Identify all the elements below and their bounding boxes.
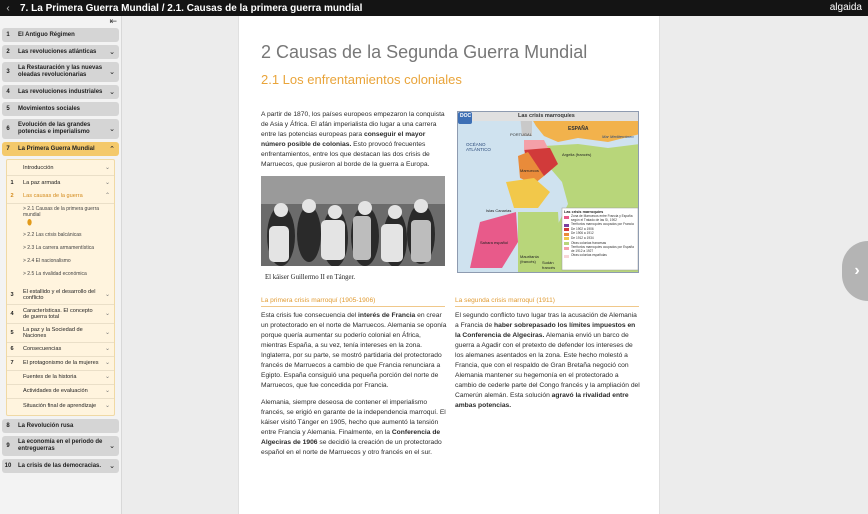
submenu-item[interactable] [7,385,114,399]
section-link[interactable]: > 2.3 La carrera armamentística [23,245,95,251]
section-list [7,204,114,286]
sidebar-item[interactable] [2,459,119,473]
submenu-item[interactable] [7,162,114,176]
section-link-current[interactable]: > 2.1 Causas de la primera guerra mundial [23,206,100,218]
submenu-item[interactable] [7,371,114,385]
map-label: Argelia (francés) [562,152,592,157]
second-crisis-title: La segunda crisis marroquí (1911) [455,297,639,307]
legend-swatch [564,228,569,231]
legend-label: Zona de Marruecos entre Francia y España según el Tratado de las Sí, 1902 [571,214,633,222]
map-title: Las crisis marroquíes [518,113,575,119]
submenu-item-label: Fuentes de la historia [23,374,77,381]
sidebar-item-number: 2 [6,48,10,55]
sidebar-item[interactable] [2,102,119,116]
chevron-down-icon[interactable]: ⌄ [104,374,110,381]
submenu-item-label: Actividades de evaluación [23,388,88,395]
sidebar-collapse [0,16,121,28]
sidebar-item-label: La crisis de las democracias. [18,462,102,469]
submenu-item-number: 1 [10,179,14,186]
sidebar-item-number: 1 [6,31,10,38]
submenu [6,159,115,416]
submenu-item[interactable] [7,324,114,343]
sidebar [0,16,122,514]
submenu-item-label: El estallido y el desarrollo del conflicto [23,288,96,301]
legend-label: De 1902 a 1906 [571,226,594,231]
first-crisis-paragraph-2 [261,398,447,458]
chevron-down-icon[interactable]: ⌄ [104,388,110,395]
text-run: Esta crisis fue consecuencia del [261,312,359,319]
map-legend [564,210,636,258]
second-crisis-paragraph [455,311,641,411]
map-label: Islas Canarias [486,208,512,213]
map-label: OCÉANO ATLÁNTICO [466,142,491,152]
chevron-down-icon[interactable]: ⌄ [109,48,115,56]
legend-entry [564,254,636,258]
sidebar-item-label: La Restauración y las nuevas oleadas revolucionarias [18,65,103,78]
chevron-right-icon: › [854,262,860,279]
sidebar-item-label: La Revolución rusa [18,422,74,429]
map-label: Mar Mediterráneo [602,134,634,139]
page-title: 2 Causas de la Segunda Guerra Mundial [261,42,588,62]
legend-label: Territorios marroquíes ocupados por España de 1912 a 1927 [571,245,634,253]
first-crisis-title: La primera crisis marroquí (1905-1906) [261,297,445,307]
text-run: Alemania, siempre deseosa de contener el imperialismo francés, se erigió en garante de la independencia marroquí. El káiser visitó Tánger en 1905, hecho que aumentó la tensión entre Francia y Alemania. Finalmente, en la [261,399,446,436]
section-link[interactable]: > 2.5 La rivalidad económica [23,271,87,277]
sidebar-item[interactable] [2,85,119,99]
submenu-item-number: 5 [10,329,14,336]
legend-label: De 1906 a 1912 [571,231,594,236]
legend-label: Territorios marroquíes ocupados por Francia [571,222,634,227]
submenu-item-label: Situación final de aprendizaje [23,402,97,409]
submenu-item[interactable] [7,305,114,324]
content-page [238,16,660,514]
legend-label: Otras colonias francesas [571,240,607,245]
submenu-item[interactable] [7,176,114,190]
text-run: El segundo conflicto tuvo lugar tras la acusación de Alemania a Francia de [455,312,637,329]
intro-paragraph [261,110,447,170]
submenu-item-label: Las causas de la guerra [23,193,83,200]
kaiser-photo [261,176,445,266]
chevron-down-icon[interactable]: ⌄ [109,125,115,133]
submenu-item-label: Características. El concepto de guerra total [23,307,93,320]
chevron-down-icon[interactable]: ⌄ [104,402,110,409]
sidebar-item-label: El Antiguo Régimen [18,31,75,38]
chevron-up-icon[interactable]: ⌃ [109,145,115,153]
submenu-item[interactable] [7,343,114,357]
submenu-item-number: 7 [10,360,14,367]
photo-caption: El káiser Guillermo II en Tánger. [265,274,356,281]
next-page-button[interactable] [842,241,868,301]
text-run: Alemania envió un barco de guerra a Agadir con el pretexto de defender los intereses de los alemanes asentados en la zona. Este hecho molestó a Francia, que con el respaldo de Gran Bretaña negoció con Alemania mantener su hegemonía en el protectorado a cambio de cederle parte del Congo francés y la ampliación del Camerún alemán. Esta solución [455,332,640,399]
chevron-down-icon[interactable]: ⌄ [104,291,110,298]
collapse-sidebar-icon[interactable]: ⇤ [109,16,117,26]
map-label: PORTUGAL [510,132,532,137]
sidebar-item[interactable] [2,62,119,82]
chevron-down-icon[interactable]: ⌄ [104,360,110,367]
sidebar-item[interactable] [2,28,119,42]
chevron-down-icon[interactable]: ⌄ [109,88,115,96]
map-label: Sahara español [480,240,509,245]
submenu-item-label: La paz armada [23,179,61,186]
bold-text: conseguir el mayor número posible de colonias. [261,131,426,148]
text-run: se decidió la creación de un protectorado español en el norte de Marruecos y otro francés en el sur. [261,439,442,456]
breadcrumb-title: 7. La Primera Guerra Mundial / 2.1. Causas de la primera guerra mundial [20,2,363,14]
submenu-item-current[interactable] [7,190,114,204]
sidebar-item[interactable] [2,45,119,59]
submenu-item-label: Consecuencias [23,346,62,353]
chevron-down-icon[interactable]: ⌄ [109,462,115,470]
sidebar-item-label: Evolución de las grandes potencias e imperialismo [18,122,91,135]
bold-text: Conferencia de Algeciras de 1906 [261,429,441,446]
sidebar-item-label: Movimientos sociales [18,105,81,112]
sidebar-item-active[interactable] [2,142,119,156]
section-link[interactable]: > 2.4 El nacionalismo [23,258,71,264]
legend-entry [564,246,636,253]
doc-badge: DOC [460,113,472,119]
sidebar-item[interactable] [2,119,119,139]
legend-swatch [564,224,569,227]
submenu-item-number: 3 [10,291,14,298]
chevron-down-icon[interactable]: ⌄ [104,179,110,186]
submenu-item[interactable] [7,286,114,305]
section-title: 2.1 Los enfrentamientos coloniales [261,72,462,87]
legend-label: Otras colonias españolas [571,253,607,258]
submenu-item-label: La paz y la Sociedad de Naciones [23,326,83,339]
text-run: Esto provocó frecuentes enfrentamientos, entre los que destacan las dos crisis de Marruecos, que pusieron al borde de la guerra a Europa. [261,141,430,168]
sidebar-item[interactable] [2,419,119,433]
first-crisis-paragraph-1 [261,311,447,391]
legend-swatch [564,233,569,236]
sidebar-item-number: 9 [6,442,10,449]
legend-swatch [564,216,569,219]
submenu-item[interactable] [7,399,114,413]
submenu-item-number: 4 [10,310,14,317]
chevron-up-icon[interactable]: ⌃ [104,193,110,200]
sidebar-item-number: 10 [4,462,12,469]
submenu-item-number: 2 [10,193,14,200]
morocco-crisis-map [457,111,639,273]
chevron-down-icon[interactable]: ⌄ [104,346,110,353]
text-run: A partir de 1870, los países europeos empezaron la conquista de Asia y África. El afán imperialista dio lugar a una carrera entre las potencias europeas para [261,111,445,138]
sidebar-item-number: 6 [6,125,10,132]
main-area [122,16,868,514]
bold-text: interés de Francia [358,312,416,319]
submenu-item-label: Introducción [23,165,54,172]
map-label: Marruecos [520,168,539,173]
sidebar-item-number: 5 [6,105,10,112]
sidebar-item-number: 7 [6,145,10,152]
map-label: Mauritania (francés) [520,254,539,264]
legend-entry [564,215,636,222]
legend-swatch [564,242,569,245]
legend-title: Las crisis marroquíes [564,210,604,214]
sidebar-item-number: 3 [6,68,10,75]
chevron-down-icon[interactable]: ⌄ [109,68,115,76]
sidebar-item-number: 8 [6,422,10,429]
legend-swatch [564,255,569,258]
bold-text: agravó la rivalidad entre ambas potencias. [455,392,629,409]
sidebar-item-label: Las revoluciones atlánticas [18,48,97,55]
brand-logo: algaida [829,2,862,13]
legend-label: De 1912 a 1934 [571,235,594,240]
map-label: ESPAÑA [568,126,589,132]
back-chevron-icon[interactable]: ‹ [6,2,10,14]
sidebar-item-label: Las revoluciones industriales [18,88,103,95]
sidebar-item-label: La Primera Guerra Mundial [18,145,95,152]
submenu-item[interactable] [7,357,114,371]
submenu-item-number: 6 [10,346,14,353]
bold-text: haber sobrepasado los límites impuestos en la Conferencia de Algeciras. [455,322,636,339]
sidebar-item-label: La economía en el periodo de entreguerras [18,439,103,452]
sidebar-item-number: 4 [6,88,10,95]
top-bar [0,0,868,16]
section-link[interactable]: > 2.2 Las crisis balcánicas [23,232,82,238]
legend-swatch [564,237,569,240]
chevron-down-icon[interactable]: ⌄ [109,442,115,450]
submenu-item-label: El protagonismo de la mujeres [23,360,99,367]
map-label: Sudán francés [542,260,556,270]
current-location-marker-icon: ⬮ [27,218,33,227]
sidebar-item[interactable] [2,436,119,456]
legend-swatch [564,247,569,250]
chevron-down-icon[interactable]: ⌄ [104,329,110,336]
chevron-down-icon[interactable]: ⌄ [104,165,110,172]
text-run: en crear un protectorado en el norte de Marruecos. Alemania se oponía porque quería aumentar su poderío colonial en África, mientras España, a su vez, tenía intereses en la zona. Inglaterra, por su parte, se mostró partidaria del protectorado francés de Marruecos a cambio de que Francia renunciara a Egipto. España consiguió una pequeña porción del norte de Marruecos, que fue concedida por Francia. [261,312,447,389]
chevron-down-icon[interactable]: ⌄ [104,310,110,317]
